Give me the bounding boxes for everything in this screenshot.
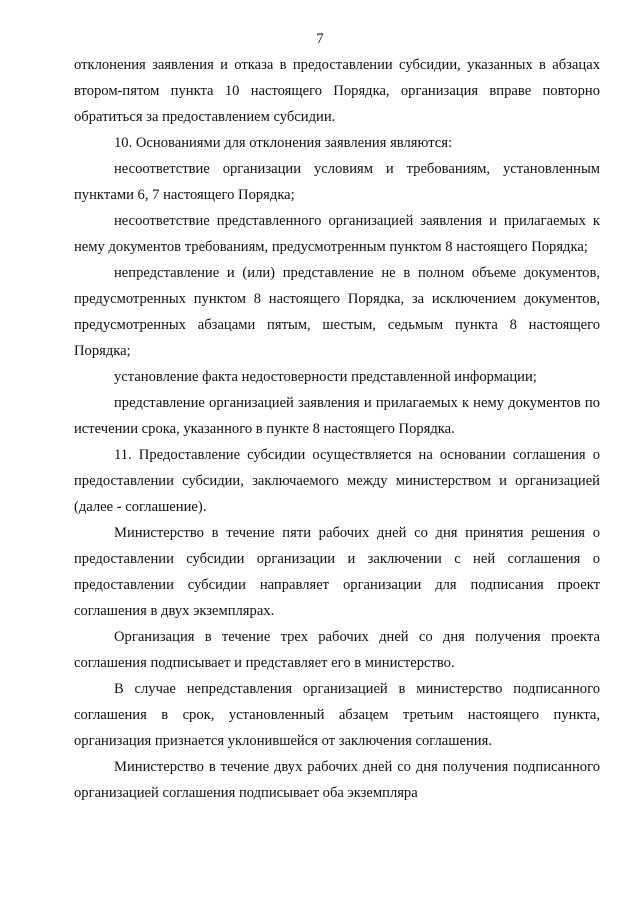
paragraph-ground-5: представление организацией заявления и прилагаемых к нему документов по истечении срока, указанного в пункте 8 настоящего Порядка. — [74, 395, 600, 437]
paragraph-clause-11: 11. Предоставление субсидии осуществляется на основании соглашения о предоставлении субсидии, заключаемого между министерством и организацией (далее - соглашение). — [74, 447, 600, 515]
paragraph-ministry-signs: Министерство в течение двух рабочих дней со дня получения подписанного организацией соглашения подписывает оба экземпляра — [74, 759, 600, 801]
paragraph-organization-signs: Организация в течение трех рабочих дней со дня получения проекта соглашения подписывает и представляет его в министерство. — [74, 629, 600, 671]
document-body — [74, 52, 600, 806]
paragraph-ground-2: несоответствие представленного организацией заявления и прилагаемых к нему документов требованиям, предусмотренным пунктом 8 настоящего Порядка; — [74, 213, 600, 255]
page-number: 7 — [316, 31, 324, 47]
paragraph-ground-1: несоответствие организации условиям и требованиям, установленным пунктами 6, 7 настоящего Порядка; — [74, 161, 600, 203]
paragraph-continuation: отклонения заявления и отказа в предоставлении субсидии, указанных в абзацах втором-пятом пункта 10 настоящего Порядка, организация вправе повторно обратиться за предоставлением субсидии. — [74, 57, 600, 125]
paragraph-ground-3: непредставление и (или) представление не в полном объеме документов, предусмотренных пунктом 8 настоящего Порядка, за исключением документов, предусмотренных абзацами пятым, шестым, седьмым пункта 8 настоящего Порядка; — [74, 265, 600, 359]
paragraph-ground-4: установление факта недостоверности представленной информации; — [114, 369, 537, 385]
paragraph-clause-10-heading: 10. Основаниями для отклонения заявления являются: — [114, 135, 453, 151]
paragraph-evasion: В случае непредставления организацией в министерство подписанного соглашения в срок, установленный абзацем третьим настоящего пункта, организация признается уклонившейся от заключения соглашения. — [74, 681, 600, 749]
paragraph-ministry-sends-draft: Министерство в течение пяти рабочих дней со дня принятия решения о предоставлении субсидии организации и заключении с ней соглашения о предоставлении субсидии направляет организации для подписания проект соглашения в двух экземплярах. — [74, 525, 600, 619]
